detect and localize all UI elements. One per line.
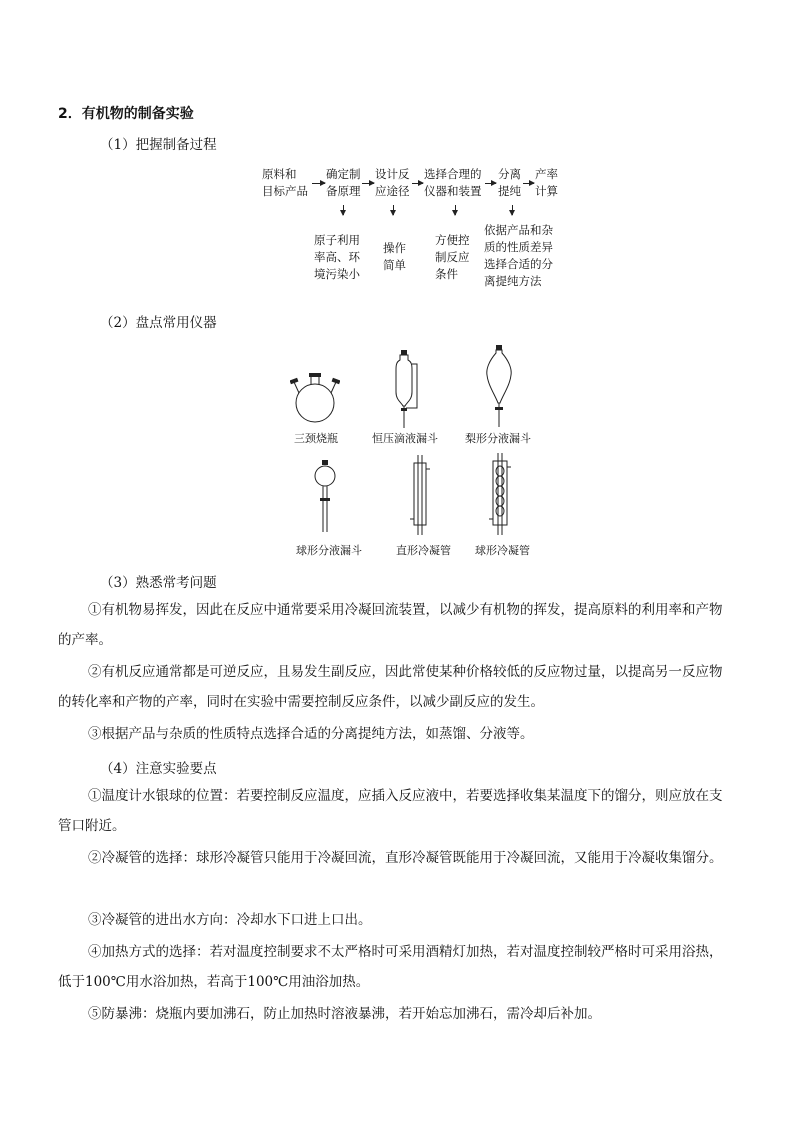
three-neck-flask-icon — [290, 373, 340, 425]
flow-arrow-2 — [362, 183, 374, 184]
subsection-key-points: （4）注意实验要点 — [100, 761, 217, 777]
flow-node-raw-materials: 原料和 目标产品 — [262, 167, 308, 198]
flow-down-arrow-1 — [343, 205, 344, 215]
flow-note-principle: 原子利用 率高、环 境污染小 — [314, 233, 360, 281]
flow-arrow-3 — [412, 183, 423, 184]
point-paragraph-1: ①温度计水银球的位置：若要控制反应温度，应插入反应液中，若要选择收集某温度下的馏分，则应放在支管口附近。 — [58, 788, 723, 834]
issue-paragraph-3: ③根据产品与杂质的性质特点选择合适的分离提纯方法，如蒸馏、分液等。 — [88, 726, 534, 742]
caption-straight-condenser: 直形冷凝管 — [396, 544, 451, 557]
flow-arrow-5 — [523, 183, 534, 184]
caption-pressure-funnel: 恒压滴液漏斗 — [372, 432, 438, 445]
section-title: 2．有机物的制备实验 — [58, 106, 194, 122]
flow-arrow-4 — [485, 183, 496, 184]
flow-node-separation: 分离 提纯 — [498, 167, 521, 198]
flow-down-arrow-2 — [393, 205, 394, 215]
flow-note-route: 操作 简单 — [383, 241, 406, 272]
flow-down-arrow-4 — [512, 205, 513, 215]
flow-node-apparatus: 选择合理的 仪器和装置 — [424, 167, 482, 198]
flow-node-route: 设计反 应途径 — [375, 167, 410, 198]
straight-condenser-icon — [409, 455, 431, 535]
bulb-condenser-icon — [487, 453, 513, 535]
point-paragraph-5: ⑤防暴沸：烧瓶内要加沸石，防止加热时溶液暴沸，若开始忘加沸石，需冷却后补加。 — [88, 1006, 601, 1022]
point-paragraph-2: ②冷凝管的选择：球形冷凝管只能用于冷凝回流，直形冷凝管既能用于冷凝回流，又能用于冷凝收集馏分。 — [88, 850, 723, 866]
issue-paragraph-1: ①有机物易挥发，因此在反应中通常要采用冷凝回流装置，以减少有机物的挥发，提高原料的利用率和产物的产率。 — [58, 602, 723, 648]
subsection-common-issues: （3）熟悉常考问题 — [100, 575, 217, 591]
flow-down-arrow-3 — [455, 205, 456, 215]
flow-node-yield: 产率 计算 — [535, 167, 558, 198]
subsection-instruments: （2）盘点常用仪器 — [100, 315, 217, 331]
flow-note-separation: 依据产品和杂 质的性质差异 选择合适的分 离提纯方法 — [484, 223, 553, 288]
flow-node-principle: 确定制 备原理 — [326, 167, 361, 198]
caption-bulb-condenser: 球形冷凝管 — [475, 544, 530, 557]
caption-three-neck-flask: 三颈烧瓶 — [294, 432, 338, 445]
caption-spherical-funnel: 球形分液漏斗 — [296, 544, 362, 557]
spherical-separatory-funnel-icon — [310, 460, 340, 532]
point-paragraph-3: ③冷凝管的进出水方向：冷却水下口进上口出。 — [88, 912, 372, 928]
point-paragraph-4: ④加热方式的选择：若对温度控制要求不太严格时可采用酒精灯加热，若对温度控制较严格时可采用浴热，低于100℃用水浴加热，若高于100℃用油浴加热。 — [58, 944, 723, 990]
pear-separatory-funnel-icon — [484, 345, 514, 427]
issue-paragraph-2: ②有机反应通常都是可逆反应，且易发生副反应，因此常使某种价格较低的反应物过量，以提高另一反应物的转化率和产物的产率，同时在实验中需要控制反应条件，以减少副反应的发生。 — [58, 664, 723, 710]
flow-note-apparatus: 方便控 制反应 条件 — [435, 233, 470, 281]
caption-pear-funnel: 梨形分液漏斗 — [465, 432, 531, 445]
subsection-prep-process: （1）把握制备过程 — [100, 137, 217, 153]
flow-arrow-1 — [312, 183, 325, 184]
pressure-equalizing-funnel-icon — [390, 350, 420, 430]
